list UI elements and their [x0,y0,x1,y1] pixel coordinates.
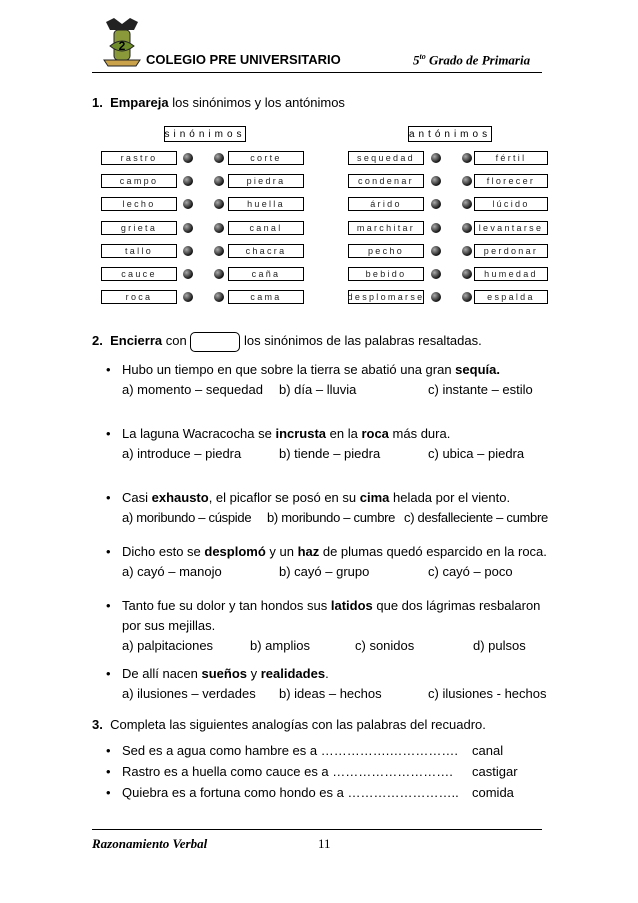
antonimo-word: fértil [474,151,548,165]
match-dot[interactable] [431,292,441,302]
match-dot[interactable] [214,223,224,233]
option-a[interactable]: a) moribundo – cúspide [122,510,252,525]
bullet: • [106,544,111,559]
antonimo-word: pecho [348,244,424,258]
option-a[interactable]: a) cayó – manojo [122,564,222,579]
school-logo [100,16,144,68]
match-dot[interactable] [214,199,224,209]
sinonimo-word: chacra [228,244,304,258]
match-dot[interactable] [431,176,441,186]
antonimo-word: marchitar [348,221,424,235]
antonimo-word: perdonar [474,244,548,258]
sinonimo-word: lecho [101,197,177,211]
option-a[interactable]: a) palpitaciones [122,638,214,653]
match-dot[interactable] [431,153,441,163]
sinonimo-word: corte [228,151,304,165]
sinonimo-word: cama [228,290,304,304]
match-dot[interactable] [462,223,472,233]
antonimo-word: sequedad [348,151,424,165]
school-name: COLEGIO PRE UNIVERSITARIO [146,52,341,67]
option-b[interactable]: b) amplios [250,638,310,653]
footer-subject: Razonamiento Verbal [92,836,208,851]
sinonimo-word: piedra [228,174,304,188]
match-dot[interactable] [183,153,193,163]
option-c[interactable]: c) cayó – poco [428,564,513,579]
match-dot[interactable] [431,223,441,233]
antonimo-word: condenar [348,174,424,188]
bullet: • [106,743,111,758]
bullet: • [106,785,111,800]
question-2-title: 2. Encierra con [92,333,187,348]
bullet: • [106,666,111,681]
option-c[interactable]: c) desfalleciente – cumbre [404,510,548,525]
antonimo-word: lúcido [474,197,548,211]
option-c[interactable]: c) ubica – piedra [428,446,525,461]
match-dot[interactable] [214,176,224,186]
sinonimos-header: sinónimos [164,126,246,142]
option-c[interactable]: c) sonidos [355,638,415,653]
option-b[interactable]: b) moribundo – cumbre [267,510,396,525]
analogy-sentence: Sed es a agua como hambre es a …………….……………. [122,743,458,758]
option-b[interactable]: b) tiende – piedra [279,446,381,461]
sinonimo-word: campo [101,174,177,188]
option-c[interactable]: c) instante – estilo [428,382,533,397]
sinonimo-word: rastro [101,151,177,165]
match-dot[interactable] [462,176,472,186]
option-a[interactable]: a) introduce – piedra [122,446,242,461]
question-2-sentence: Hubo un tiempo en que sobre la tierra se abatió una gran sequía. [122,362,500,377]
match-dot[interactable] [183,199,193,209]
bullet: • [106,426,111,441]
analogy-sentence: Quiebra es a fortuna como hondo es a …………………….. [122,785,459,800]
analogy-sentence: Rastro es a huella como cauce es a ………………………. [122,764,453,779]
question-2-sentence: Casi exhausto, el picaflor se posó en su cima helada por el viento. [122,490,511,505]
antonimo-word: espalda [474,290,548,304]
match-dot[interactable] [462,246,472,256]
option-a[interactable]: a) ilusiones – verdades [122,686,256,701]
option-c[interactable]: c) ilusiones - hechos [428,686,547,701]
question-2-instruction: los sinónimos de las palabras resaltadas. [244,333,482,348]
grade-label: $5^{to}$ Grado de Primaria [413,52,531,68]
sinonimo-word: roca [101,290,177,304]
match-dot[interactable] [214,292,224,302]
sinonimo-word: canal [228,221,304,235]
word-bank-item: castigar [472,764,518,779]
option-b[interactable]: b) cayó – grupo [279,564,370,579]
match-dot[interactable] [431,199,441,209]
header-divider [92,72,542,73]
word-bank-item: canal [472,743,504,758]
bullet: • [106,490,111,505]
antonimo-word: florecer [474,174,548,188]
antonimo-word: levantarse [474,221,548,235]
bullet: • [106,362,111,377]
sinonimo-word: cauce [101,267,177,281]
match-dot[interactable] [462,292,472,302]
sinonimo-word: tallo [101,244,177,258]
word-bank-item: comida [472,785,514,800]
page-number: 11 [318,836,331,851]
option-b[interactable]: b) ideas – hechos [279,686,382,701]
match-dot[interactable] [183,246,193,256]
svg-text:2: 2 [118,39,126,53]
match-dot[interactable] [214,153,224,163]
sinonimo-word: huella [228,197,304,211]
antonimo-word: bebido [348,267,424,281]
match-dot[interactable] [183,176,193,186]
match-dot[interactable] [462,153,472,163]
match-dot[interactable] [462,199,472,209]
match-dot[interactable] [462,269,472,279]
question-1-title: 1. Empareja los sinónimos y los antónimos [92,95,345,110]
sinonimo-word: grieta [101,221,177,235]
match-dot[interactable] [214,246,224,256]
option-d[interactable]: d) pulsos [473,638,526,653]
antonimo-word: humedad [474,267,548,281]
match-dot[interactable] [183,269,193,279]
match-dot[interactable] [431,246,441,256]
match-dot[interactable] [431,269,441,279]
match-dot[interactable] [183,292,193,302]
bullet: • [106,764,111,779]
sinonimo-word: caña [228,267,304,281]
question-3-title: 3. Completa las siguientes analogías con las palabras del recuadro. [92,717,486,732]
question-2-sentence: Tanto fue su dolor y tan hondos sus latidos que dos lágrimas resbalaron [122,598,541,613]
bullet: • [106,598,111,613]
antonimo-word: desplomarse [347,292,425,302]
question-2-sentence: Dicho esto se desplomó y un haz de plumas quedó esparcido en la roca. [122,544,547,559]
footer-divider [92,829,542,830]
question-2-sentence: La laguna Wacracocha se incrusta en la roca más dura. [122,426,451,441]
antonimo-word: árido [348,197,424,211]
option-a[interactable]: a) momento – sequedad [122,382,263,397]
match-dot[interactable] [183,223,193,233]
match-dot[interactable] [214,269,224,279]
antonimos-header: antónimos [408,126,492,142]
question-2-sentence: De allí nacen sueños y realidades. [122,666,329,681]
circle-example-box [190,332,240,352]
option-b[interactable]: b) día – lluvia [279,382,357,397]
question-2-sentence-cont: por sus mejillas. [122,618,216,633]
